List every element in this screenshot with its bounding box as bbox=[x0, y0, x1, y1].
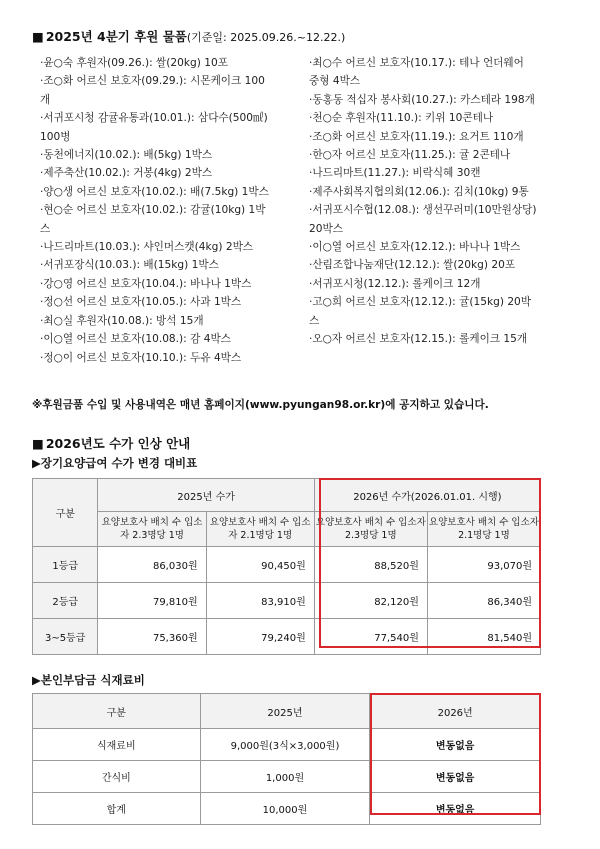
donation-list-item: 개 bbox=[40, 93, 51, 106]
meal-col-group-header: 구분 bbox=[33, 694, 201, 729]
fee-cell: 75,360원 bbox=[98, 619, 206, 655]
grade-label: 3~5등급 bbox=[33, 619, 98, 655]
donation-list-item: ·서귀포장식(10.03.): 배(15kg) 1박스 bbox=[40, 259, 219, 272]
meal-cell-2026: 변동없음 bbox=[370, 761, 541, 793]
donation-list-item: ·조○화 어르신 보호자(09.29.): 시몬케이크 100 bbox=[40, 75, 265, 88]
donation-list-item: ·양○생 어르신 보호자(10.02.): 배(7.5kg) 1박스 bbox=[40, 185, 269, 198]
donation-list-item: ·최○수 어르신 보호자(10.17.): 테나 언더웨어 bbox=[309, 57, 524, 69]
donation-list-item: ·이○열 어르신 보호자(10.08.): 감 4박스 bbox=[40, 333, 231, 346]
fee-subheader-2025-21: 요양보호사 배치 수 입소자 2.1명당 1명 bbox=[206, 512, 314, 547]
meal-cell-2026: 변동없음 bbox=[370, 793, 541, 825]
donation-list-item: ·동홍동 적십자 봉사회(10.27.): 카스테라 198개 bbox=[309, 93, 535, 106]
square-bullet-icon: ■ bbox=[32, 29, 44, 44]
donation-list-item: 100병 bbox=[40, 130, 71, 143]
donation-list-item: ·서귀포시청 감귤유통과(10.01.): 삼다수(500㎖) bbox=[40, 112, 268, 125]
donation-list-item: ·정○선 어르신 보호자(10.05.): 사과 1박스 bbox=[40, 296, 242, 309]
donation-list-item: 20박스 bbox=[309, 222, 343, 235]
meal-row-label: 간식비 bbox=[33, 761, 201, 793]
meal-header-2026: 2026년 bbox=[370, 694, 541, 729]
fee-cell: 81,540원 bbox=[427, 619, 540, 655]
meal-row-label: 합계 bbox=[33, 793, 201, 825]
fee-cell: 86,340원 bbox=[427, 583, 540, 619]
fee-cell: 86,030원 bbox=[98, 547, 206, 583]
donation-list-item: 중형 4박스 bbox=[309, 75, 361, 88]
donation-list-item: 스 bbox=[309, 314, 320, 327]
fee-subheader-2026-23: 요양보호사 배치 수 입소자 2.3명당 1명 bbox=[314, 512, 427, 547]
fee-cell: 77,540원 bbox=[314, 619, 427, 655]
meal-row-label: 식재료비 bbox=[33, 729, 201, 761]
donation-list-item: ·한○자 어르신 보호자(11.25.): 귤 2콘테나 bbox=[309, 149, 511, 162]
fee-cell: 90,450원 bbox=[206, 547, 314, 583]
section1-title-text: 2025년 4분기 후원 물품 bbox=[45, 29, 187, 44]
meal-cell-2025: 10,000원 bbox=[200, 793, 370, 825]
donation-list-item: ·나드리마트(11.27.): 비락식혜 30캔 bbox=[309, 167, 481, 180]
donation-list-item: ·조○화 어르신 보호자(11.19.): 요거트 110개 bbox=[309, 130, 524, 143]
section1-title bbox=[32, 27, 345, 45]
fee-table-subhead: ▶장기요양급여 수가 변경 대비표 bbox=[32, 456, 198, 470]
meal-header-2025: 2025년 bbox=[200, 694, 370, 729]
donation-list-item: ·서귀포시수협(12.08.): 생선꾸러미(10만원상당) bbox=[309, 204, 537, 217]
fee-cell: 82,120원 bbox=[314, 583, 427, 619]
section2-title bbox=[32, 434, 190, 452]
donation-list-item: ·정○이 어르신 보호자(10.10.): 두유 4박스 bbox=[40, 351, 242, 364]
donation-list-item: ·강○영 어르신 보호자(10.04.): 바나나 1박스 bbox=[40, 277, 252, 290]
meal-cell-2025: 1,000원 bbox=[200, 761, 370, 793]
fee-cell: 93,070원 bbox=[427, 547, 540, 583]
donations-right-column bbox=[309, 54, 561, 349]
donation-list-item: ·제주축산(10.02.): 거봉(4kg) 2박스 bbox=[40, 167, 213, 180]
grade-label: 2등급 bbox=[33, 583, 98, 619]
donations-left-column bbox=[40, 54, 298, 367]
donation-list-item: 스 bbox=[40, 222, 51, 235]
fee-cell: 79,810원 bbox=[98, 583, 206, 619]
square-bullet-icon: ■ bbox=[32, 436, 44, 451]
fee-cell: 88,520원 bbox=[314, 547, 427, 583]
fee-header-2026: 2026년 수가(2026.01.01. 시행) bbox=[314, 479, 540, 512]
donation-list-item: ·나드리마트(10.03.): 샤인머스캣(4kg) 2박스 bbox=[40, 241, 254, 254]
meal-cell-2025: 9,000원(3식×3,000원) bbox=[200, 729, 370, 761]
meal-cell-2026: 변동없음 bbox=[370, 729, 541, 761]
fee-cell: 79,240원 bbox=[206, 619, 314, 655]
section1-subtitle: (기준일: 2025.09.26.~12.22.) bbox=[186, 31, 346, 44]
donation-list-item: ·서귀포시청(12.12.): 롤케이크 12개 bbox=[309, 277, 481, 290]
donation-list-item: ·오○자 어르신 보호자(12.15.): 롤케이크 15개 bbox=[309, 333, 528, 346]
grade-label: 1등급 bbox=[33, 547, 98, 583]
highlight-2026-meal-box bbox=[370, 693, 541, 815]
fee-subheader-2025-23: 요양보호사 배치 수 입소자 2.3명당 1명 bbox=[98, 512, 206, 547]
fee-subheader-2026-21: 요양보호사 배치 수 입소자 2.1명당 1명 bbox=[427, 512, 540, 547]
donation-list-item: ·제주사회복지협의회(12.06.): 김치(10kg) 9통 bbox=[309, 185, 529, 198]
donation-list-item: ·동천에너지(10.02.): 배(5kg) 1박스 bbox=[40, 149, 213, 162]
donation-list-item: ·이○열 어르신 보호자(12.12.): 바나나 1박스 bbox=[309, 241, 521, 254]
fee-col-group-header: 구분 bbox=[33, 479, 98, 547]
section2-title-text: 2026년도 수가 인상 안내 bbox=[45, 436, 191, 451]
donation-list-item: ·윤○숙 후원자(09.26.): 쌀(20kg) 10포 bbox=[40, 57, 228, 69]
donation-list-item: ·산림조합나눔재단(12.12.): 쌀(20kg) 20포 bbox=[309, 259, 516, 272]
fee-header-2025: 2025년 수가 bbox=[98, 479, 314, 512]
fee-cell: 83,910원 bbox=[206, 583, 314, 619]
donation-list-item: ·고○희 어르신 보호자(12.12.): 귤(15kg) 20박 bbox=[309, 296, 532, 309]
donation-list-item: ·천○순 후원자(11.10.): 키위 10콘테나 bbox=[309, 112, 494, 125]
donation-list-item: ·최○실 후원자(10.08.): 방석 15개 bbox=[40, 314, 204, 327]
donation-list-item: ·현○순 어르신 보호자(10.02.): 감귤(10kg) 1박 bbox=[40, 204, 266, 217]
highlight-2026-fee-box bbox=[319, 478, 541, 648]
donation-notice: ※후원금품 수입 및 사용내역은 매년 홈페이지(www.pyungan98.or.kr)에 공지하고 있습니다. bbox=[32, 399, 489, 411]
meal-table-subhead: ▶본인부담금 식재료비 bbox=[32, 673, 145, 687]
